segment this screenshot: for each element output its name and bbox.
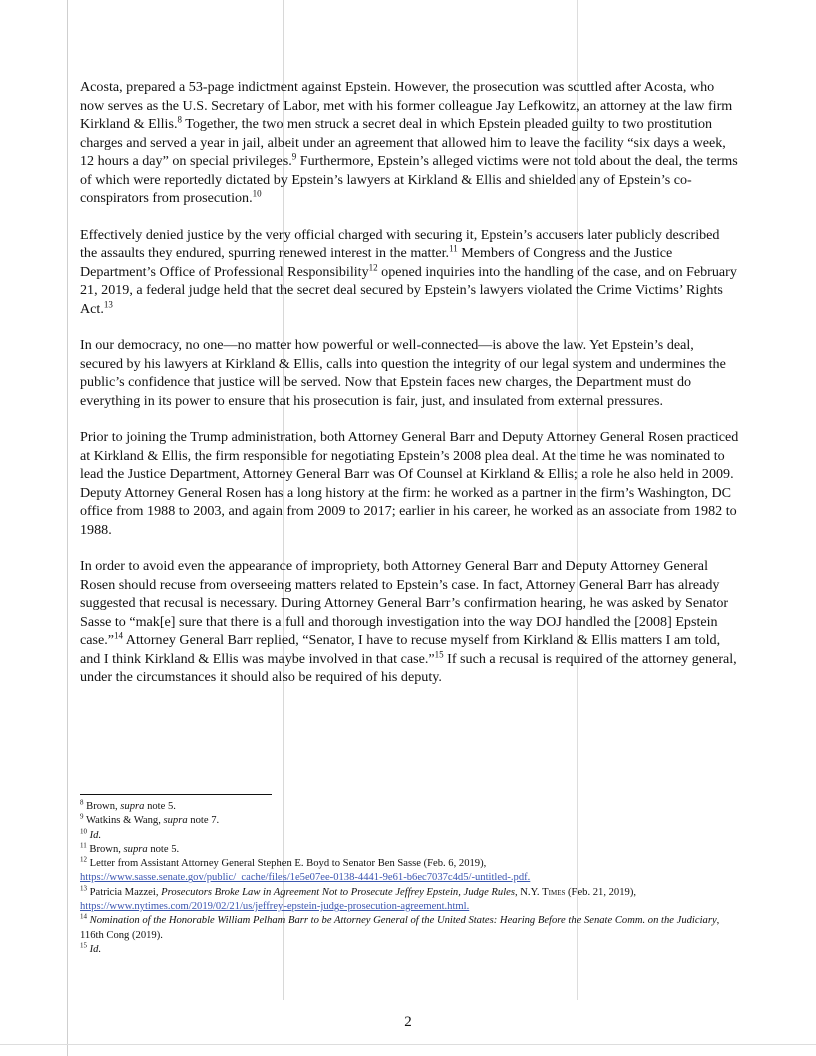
- page-number: 2: [404, 1014, 412, 1030]
- footnote-8: $^8$ Brown, supra note 5.: [80, 798, 176, 812]
- scan-fold-line: [67, 0, 68, 1056]
- footnote-ref: 15: [434, 648, 444, 659]
- scan-fold-line: [0, 1044, 816, 1045]
- footnote-12-link[interactable]: https://www.sasse.senate.gov/public/_cache/files/1e5e07ee-0138-4441-9e61-b6ec7037c4d5/-untitled-.pdf.: [80, 872, 531, 884]
- footnote-13: $^{13}$ Patricia Mazzei, Prosecutors Broke Law in Agreement Not to Prosecute Jeffrey Epstein, Judge Rules, N.Y. Times (Feb. 21, 2019), https://www.nytimes.com/2019/02/21/us/jeffrey-epstein-judge-prosecution-agreement.html.: [80, 884, 636, 913]
- paragraph-kirkland-history: Prior to joining the Trump administration, both Attorney General Barr and Deputy Attorney General Rosen practiced at Kirkland & Ellis, the firm responsible for negotiating Epstein’s 2008 plea deal. At the time he was nominated to lead the Justice Department, Attorney General Barr was Of Counsel at Kirkland & Ellis; a role he also held in 2009. Deputy Attorney General Rosen has a long history at the firm: he worked as a partner in the firm’s Washington, DC office from 1988 to 2003, and again from 2009 to 2017; earlier in his career, he worked as an associate from 1982 to 1988.: [80, 429, 739, 538]
- footnote-ref: 14: [114, 630, 124, 641]
- footnote-ref: 11: [449, 243, 458, 254]
- paragraph-recusal: In order to avoid even the appearance of impropriety, both Attorney General Barr and Deputy Attorney General Rosen should recuse from overseeing matters related to Epstein’s case. In fact, Attorney General Barr has already suggested that recusal is necessary. During Attorney General Barr’s confirmation hearing, he was asked by Senator Sasse to “mak[e] sure that there is a full and thorough investigation into the way DOJ handled the [2008] Epstein case.”$^{14}$ Attorney General Barr replied, “Senator, I have to recuse myself from Kirkland & Ellis matters I am told, and I think Kirkland & Ellis was maybe involved in that case.”$^{15}$ If such a recusal is required of the attorney general, under the circumstances it should also be required of his deputy.: [80, 558, 737, 685]
- footnote-14: $^{14}$ Nomination of the Honorable William Pelham Barr to be Attorney General of the United States: Hearing Before the Senate Comm. on the Judiciary, 116th Cong (2019).: [80, 912, 720, 941]
- footnote-12: $^{12}$ Letter from Assistant Attorney General Stephen E. Boyd to Senator Ben Sasse (Feb. 6, 2019), https://www.sasse.senate.gov/public/_cache/files/1e5e07ee-0138-4441-9e61-b6ec7037c4d5/-untitled-.pdf.: [80, 855, 531, 884]
- letter-body: [80, 78, 740, 705]
- footnote-15: $^{15}$ Id.: [80, 941, 102, 955]
- footnote-ref: 8: [177, 114, 182, 125]
- footnote-11: $^{11}$ Brown, supra note 5.: [80, 841, 180, 855]
- paragraph-justice-denied: Effectively denied justice by the very official charged with securing it, Epstein’s accusers later publicly described the assaults they endured, spurring renewed interest in the matter.$^{11}$ Members of Congress and the Justice Department’s Office of Professional Responsibility$^{12}$ opened inquiries into the handling of the case, and on February 21, 2019, a federal judge held that the secret deal secured by Epstein’s lawyers violated the Crime Victims’ Rights Act.$^{13}$: [80, 226, 737, 317]
- footnote-divider: [80, 794, 272, 795]
- footnote-13-link[interactable]: https://www.nytimes.com/2019/02/21/us/jeffrey-epstein-judge-prosecution-agreement.html.: [80, 901, 470, 913]
- footnote-ref: 12: [368, 261, 378, 272]
- footnotes: [80, 800, 745, 957]
- paragraph-democracy: In our democracy, no one—no matter how powerful or well-connected—is above the law. Yet Epstein’s deal, secured by his lawyers at Kirkland & Ellis, calls into question the integrity of our legal system and undermines the public’s confidence that justice will be served. Now that Epstein faces new charges, the Department must do everything in its power to ensure that his prosecution is fair, just, and insulated from external pressures.: [80, 337, 726, 409]
- footnote-10: $^{10}$ Id.: [80, 827, 102, 841]
- paragraph-acosta: Acosta, prepared a 53-page indictment against Epstein. However, the prosecution was scuttled after Acosta, who now serves as the U.S. Secretary of Labor, met with his former colleague Jay Lefkowitz, an attorney at the law firm Kirkland & Ellis.$^8$ Together, the two men struck a secret deal in which Epstein pleaded guilty to two prostitution charges and served a year in jail, albeit under an agreement that allowed him to leave the facility “six days a week, 12 hours a day” on special privileges.$^9$ Furthermore, Epstein’s alleged victims were not told about the deal, the terms of which were reportedly dictated by Epstein’s lawyers at Kirkland & Ellis and shielded any of Epstein’s co-conspirators from prosecution.$^{10}$: [80, 79, 738, 206]
- footnote-ref: 9: [291, 151, 297, 162]
- footnote-9: $^9$ Watkins & Wang, supra note 7.: [80, 812, 220, 827]
- footnote-ref: 10: [252, 188, 262, 199]
- footnote-ref: 13: [103, 298, 113, 309]
